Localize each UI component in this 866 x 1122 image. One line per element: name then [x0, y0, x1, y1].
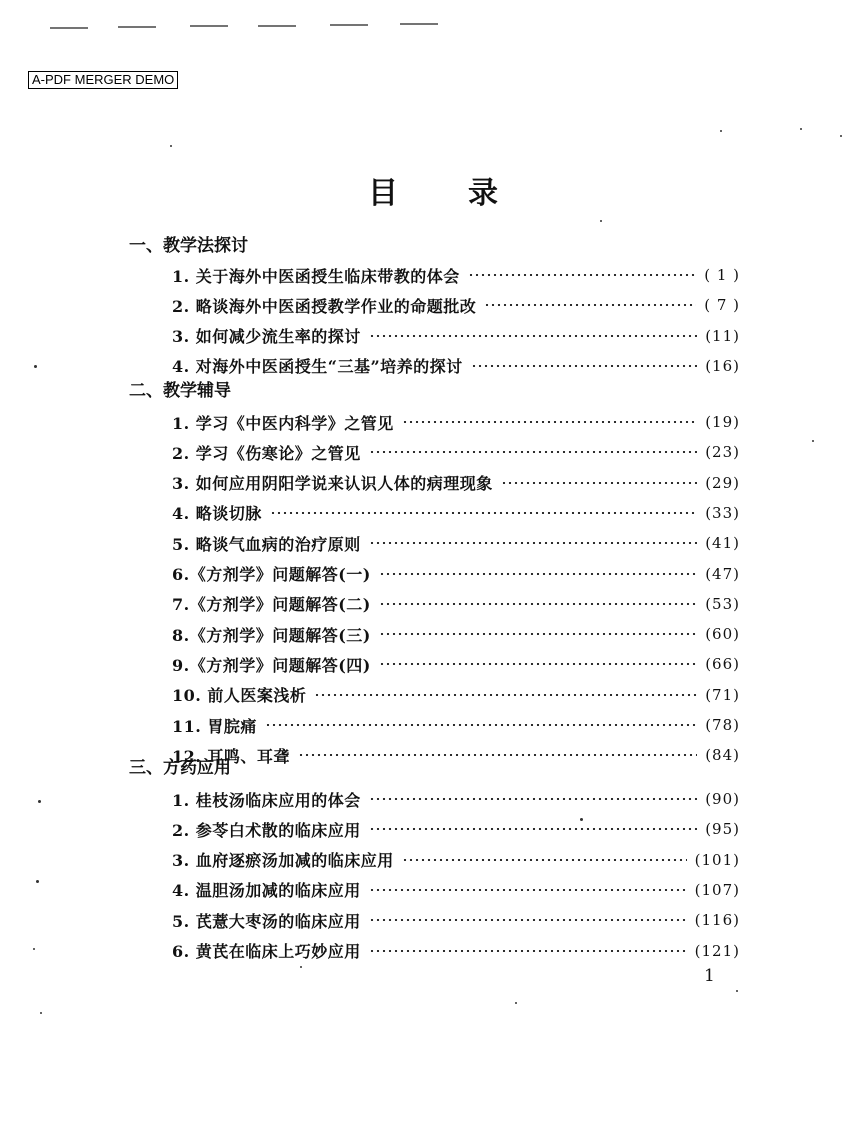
dot-leader — [402, 859, 687, 861]
toc-entry-page: (33) — [705, 503, 740, 522]
toc-entry-page: (29) — [705, 473, 740, 492]
toc-entry-title: 7.《方剂学》问题解答(二) — [172, 595, 371, 615]
dot-leader — [369, 828, 697, 830]
toc-entry — [172, 622, 740, 646]
dot-leader — [501, 482, 697, 484]
dot-leader — [379, 663, 697, 665]
toc-entry — [172, 531, 740, 555]
toc-entry-title: 1. 关于海外中医函授生临床带教的体会 — [172, 266, 460, 286]
toc-entry-title: 5. 略谈气血病的治疗原则 — [172, 534, 361, 554]
scan-speck — [170, 145, 172, 147]
toc-entry — [172, 908, 740, 932]
dot-leader — [468, 274, 696, 276]
page-title-char-2: 录 — [468, 176, 498, 211]
toc-entry-page: (107) — [694, 880, 740, 899]
toc-entry-title: 11. 胃脘痛 — [172, 716, 257, 736]
toc-entry-title: 9.《方剂学》问题解答(四) — [172, 655, 371, 675]
scan-speck — [300, 966, 302, 968]
toc-entry — [172, 652, 740, 676]
dot-leader — [369, 798, 697, 800]
toc-entry-title: 4. 对海外中医函授生“三基”培养的探讨 — [172, 357, 463, 377]
toc-entry-page: (84) — [705, 746, 740, 765]
scan-speck — [40, 1012, 42, 1014]
toc-entry — [172, 324, 740, 348]
dot-leader — [298, 754, 697, 756]
dot-leader — [270, 512, 697, 514]
dot-leader — [314, 694, 697, 696]
toc-entry — [172, 939, 740, 963]
toc-entry-page: (47) — [705, 564, 740, 583]
scan-speck — [34, 365, 37, 368]
dot-leader — [471, 365, 698, 367]
toc-entry-page: (53) — [705, 594, 740, 613]
page-title — [0, 168, 866, 212]
toc-entry — [172, 683, 740, 707]
toc-entry — [172, 817, 740, 841]
toc-entry — [172, 501, 740, 525]
toc-entry-page: (16) — [705, 356, 740, 375]
toc-entry-title: 10. 前人医案浅析 — [172, 686, 307, 706]
toc-entry-page: (41) — [705, 534, 740, 553]
section-heading: 一、教学法探讨 — [129, 236, 248, 256]
toc-entry-title: 1. 桂枝汤临床应用的体会 — [172, 790, 361, 810]
toc-entry-title: 3. 如何应用阴阳学说来认识人体的病理现象 — [172, 474, 493, 494]
toc-entry-title: 6.《方剂学》问题解答(一) — [172, 565, 371, 584]
toc-entry — [172, 878, 740, 902]
scan-speck — [38, 800, 41, 803]
toc-entry — [172, 471, 740, 495]
toc-entry-title: 12. 耳鸣、耳聋 — [172, 746, 290, 766]
toc-entry-page: ( 7 ) — [704, 296, 740, 315]
toc-entry — [172, 263, 740, 287]
dot-leader — [379, 633, 697, 635]
scan-speck — [840, 135, 842, 137]
toc-entry-page: (116) — [694, 911, 740, 930]
dot-leader — [369, 950, 687, 952]
dot-leader — [369, 451, 697, 453]
toc-entry — [172, 848, 740, 872]
scan-speck — [600, 220, 602, 222]
dot-leader — [369, 919, 687, 921]
toc-entry-title: 3. 如何减少流生率的探讨 — [172, 327, 361, 347]
toc-entry — [172, 713, 740, 737]
page-number: 1 — [704, 966, 715, 986]
scan-speck — [515, 1002, 517, 1004]
toc-entry-page: (71) — [705, 685, 740, 704]
scan-speck — [800, 128, 802, 130]
toc-entry-title: 2. 学习《伤寒论》之管见 — [172, 443, 361, 463]
toc-entry — [172, 440, 740, 464]
scan-speck — [580, 818, 583, 821]
toc-entry-title: 8.《方剂学》问题解答(三) — [172, 625, 371, 645]
toc-entry — [172, 592, 740, 616]
section-heading: 三、方药应用 — [129, 758, 231, 778]
toc-entry — [172, 743, 740, 767]
toc-entry-page: (78) — [705, 716, 740, 734]
toc-entry-title: 2. 参苓白术散的临床应用 — [172, 820, 361, 840]
scan-speck — [812, 440, 814, 442]
toc-entry — [172, 354, 740, 378]
toc-entry-page: (11) — [705, 326, 740, 345]
toc-entry — [172, 562, 740, 586]
toc-entry-page: (90) — [705, 790, 740, 808]
section-heading: 二、教学辅导 — [129, 381, 231, 401]
toc-entry-title: 3. 血府逐瘀汤加减的临床应用 — [172, 851, 394, 871]
scan-speck — [736, 990, 738, 992]
dot-leader — [369, 335, 697, 337]
dot-leader — [379, 603, 697, 605]
toc-entry-page: (19) — [705, 413, 740, 431]
toc-entry-title: 5. 芪薏大枣汤的临床应用 — [172, 911, 361, 931]
header-rule-dashes — [50, 12, 450, 42]
dot-leader — [265, 724, 697, 726]
toc-entry-title: 4. 温胆汤加减的临床应用 — [172, 881, 361, 901]
toc-entry-title: 1. 学习《中医内科学》之管见 — [172, 413, 394, 433]
dot-leader — [379, 573, 697, 575]
scan-speck — [720, 130, 722, 132]
toc-entry — [172, 410, 740, 434]
dot-leader — [484, 304, 696, 306]
scan-speck — [36, 880, 39, 883]
toc-entry — [172, 293, 740, 317]
dot-leader — [402, 421, 697, 423]
toc-entry-page: (95) — [705, 820, 740, 839]
toc-entry — [172, 787, 740, 811]
toc-entry-page: (66) — [705, 655, 740, 674]
dot-leader — [369, 889, 687, 891]
dot-leader — [369, 542, 697, 544]
toc-entry-page: ( 1 ) — [704, 266, 740, 284]
scan-speck — [33, 948, 35, 950]
watermark-label: A-PDF MERGER DEMO — [28, 71, 178, 89]
toc-entry-title: 4. 略谈切脉 — [172, 504, 262, 524]
page-title-char-1: 目 — [368, 176, 398, 211]
toc-entry-title: 2. 略谈海外中医函授教学作业的命题批改 — [172, 296, 477, 316]
toc-entry-title: 6. 黄芪在临床上巧妙应用 — [172, 942, 361, 961]
toc-entry-page: (121) — [694, 941, 740, 960]
toc-entry-page: (60) — [705, 625, 740, 644]
toc-entry-page: (101) — [694, 850, 740, 869]
toc-entry-page: (23) — [705, 443, 740, 462]
